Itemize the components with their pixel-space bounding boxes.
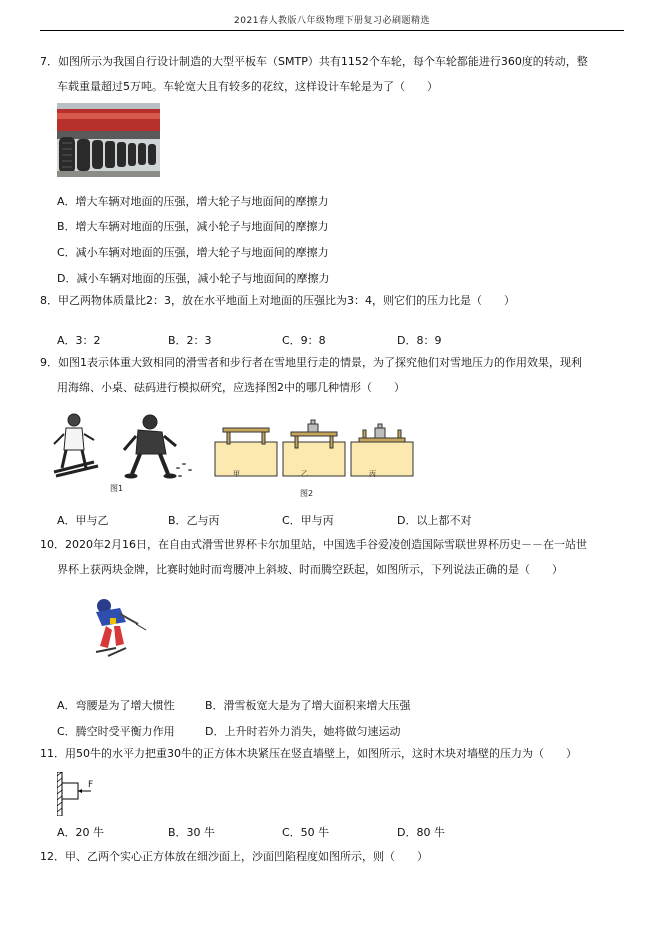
q8-option-b: B．2：3: [168, 334, 212, 347]
flatbed-truck-image: [57, 103, 160, 177]
q9-option-c: C．甲与丙: [282, 514, 334, 527]
page-header: 2021春人教版八年级物理下册复习必刷题精选: [40, 13, 624, 31]
q7-line2: 车载重量超过5万吨。车轮宽大且有较多的花纹，这样设计车轮是为了（ ）: [57, 80, 438, 93]
q10-option-b: B．滑雪板宽大是为了增大面积来增大压强: [205, 699, 411, 712]
q12-line1: 12．甲、乙两个实心正方体放在细沙面上，沙面凹陷程度如图所示，则（ ）: [40, 850, 428, 863]
q8-option-a: A．3：2: [57, 334, 101, 347]
q8-line1: 8．甲乙两物体质量比2：3，放在水平地面上对地面的压强比为3：4，则它们的压力比是（ ）: [40, 294, 515, 307]
fig2-label-jia: 甲: [233, 470, 240, 478]
q8-option-d: D．8：9: [397, 334, 442, 347]
skier-walker-figure: [52, 410, 197, 482]
fig2-label-bing: 丙: [369, 470, 376, 478]
q11-option-d: D．80 牛: [397, 826, 445, 839]
q9-option-a: A．甲与乙: [57, 514, 109, 527]
q9-option-d: D．以上都不对: [397, 514, 472, 527]
q9-line1: 9．如图1表示体重大致相同的滑雪者和步行者在雪地里行走的情景，为了探究他们对雪地压力的作用效果，现利: [40, 356, 582, 369]
q9-line2: 用海绵、小桌、砝码进行模拟研究，应选择图2中的哪几种情形（ ）: [57, 381, 405, 394]
q7-option-d: D．减小车辆对地面的压强，减小轮子与地面间的摩擦力: [57, 272, 330, 285]
q7-line1: 7．如图所示为我国自行设计制造的大型平板车（SMTP）共有1152个车轮，每个车轮都能进行360度的转动，整: [40, 55, 588, 68]
q9-option-b: B．乙与丙: [168, 514, 220, 527]
q11-option-c: C．50 牛: [282, 826, 330, 839]
q7-option-b: B．增大车辆对地面的压强，减小轮子与地面间的摩擦力: [57, 220, 329, 233]
q10-line1: 10．2020年2月16日，在自由式滑雪世界杯卡尔加里站，中国选手谷爱凌创造国际雪联世界杯历史－－在一站世: [40, 538, 587, 551]
q7-option-c: C．减小车辆对地面的压强，增大轮子与地面间的摩擦力: [57, 246, 329, 259]
q10-option-d: D．上升时若外力消失，她将做匀速运动: [205, 725, 401, 738]
q8-option-c: C．9：8: [282, 334, 326, 347]
q11-option-a: A．20 牛: [57, 826, 105, 839]
q10-option-a: A．弯腰是为了增大惯性: [57, 699, 175, 712]
sponge-table-figure: [213, 418, 417, 478]
q11-line1: 11．用50牛的水平力把重30牛的正方体木块紧压在竖直墙壁上，如图所示，这时木块对墙壁的压力为（ ）: [40, 747, 577, 760]
skier-image: [86, 596, 156, 658]
q7-option-a: A．增大车辆对地面的压强，增大轮子与地面间的摩擦力: [57, 195, 329, 208]
force-label: F: [88, 780, 94, 790]
figure-2-caption: 图2: [300, 489, 314, 498]
q10-line2: 界杯上获两块金牌，比赛时她时而弯腰冲上斜坡、时而腾空跃起，如图所示，下列说法正确的是（ ）: [57, 563, 563, 576]
q11-option-b: B．30 牛: [168, 826, 216, 839]
q10-option-c: C．腾空时受平衡力作用: [57, 725, 175, 738]
wall-block-figure: [57, 772, 107, 816]
figure-1-caption: 图1: [110, 484, 124, 493]
fig2-label-yi: 乙: [301, 470, 308, 478]
